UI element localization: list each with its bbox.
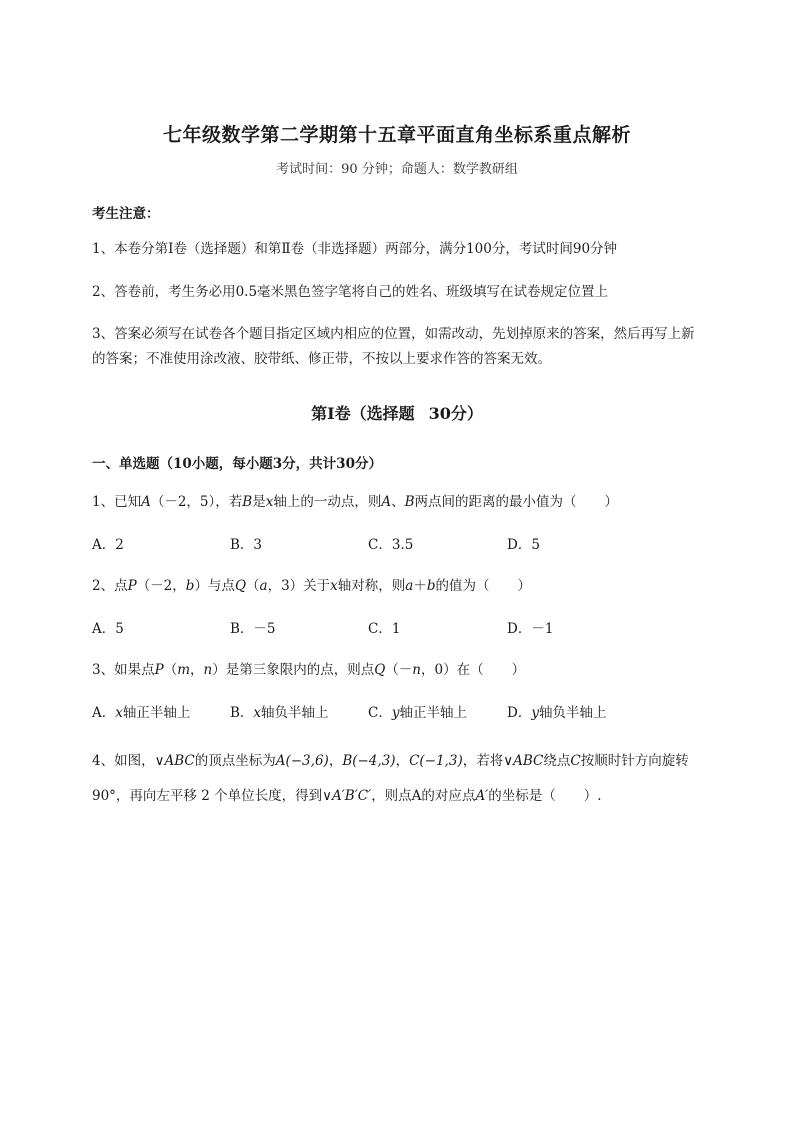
q-text: （－2，	[136, 578, 186, 594]
q-text: 是	[252, 494, 266, 510]
q-var: b	[426, 578, 436, 594]
q-text: ，则点A的对应点	[371, 788, 476, 804]
q-text: ，0）在（	[420, 662, 484, 678]
option-b[interactable]: B．－5	[230, 621, 276, 637]
q-text: 90°，再向左平移 2 个单位长度，得到	[92, 788, 323, 804]
question-3	[92, 658, 525, 683]
option-letter: A．	[92, 705, 116, 721]
question-number: 2、	[92, 578, 115, 594]
exam-info: 考试时间：90 分钟；命题人：数学教研组	[276, 162, 518, 177]
question-4-line-1	[92, 749, 689, 774]
q-text: 绕点	[543, 753, 571, 769]
option-c[interactable]: C．1	[368, 621, 401, 637]
notice-item-1: 1、本卷分第Ⅰ卷（选择题）和第Ⅱ卷（非选择题）两部分，满分100分，考试时间90分钟	[92, 241, 618, 257]
q-text: （－	[385, 662, 413, 678]
q-math: ∨ABC	[503, 753, 544, 769]
section-title	[0, 401, 794, 424]
option-a[interactable]	[92, 701, 190, 726]
option-var: y	[391, 705, 400, 721]
notice-item-3: 3、答案必须写在试卷各个题目指定区域内相应的位置，如需改动，先划掉原来的答案，然后再写上新的答案；不准使用涂改液、胶带纸、修正带，不按以上要求作答的答案无效。	[92, 326, 695, 367]
option-letter: B．	[230, 705, 254, 721]
option-text: 轴正半轴上	[399, 705, 467, 721]
q-text: ，	[328, 753, 343, 769]
option-text: 轴负半轴上	[538, 705, 607, 721]
q-math: A(−3,6)	[275, 753, 329, 769]
option-c[interactable]: C．3.5	[368, 537, 414, 553]
question-2	[92, 574, 531, 599]
q-text: ，	[395, 753, 410, 769]
q-var: B	[242, 494, 253, 510]
q-text: 轴上的一动点，则	[273, 494, 382, 510]
q-text: 两点间的距离的最小值为（	[414, 494, 577, 510]
q-var: x	[330, 578, 338, 594]
q-text: 按顺时针方向旋转	[580, 753, 689, 769]
q-text: ）	[604, 494, 618, 510]
q-var: a	[259, 578, 268, 594]
option-text: 轴负半轴上	[261, 705, 329, 721]
option-text: 轴正半轴上	[122, 705, 191, 721]
q-var: A	[381, 494, 392, 510]
question-number: 4、	[92, 753, 115, 769]
q-var: n	[203, 662, 213, 678]
option-a[interactable]: A．5	[92, 621, 124, 637]
q-var: n	[412, 662, 421, 678]
q-text: ，若将	[462, 753, 504, 769]
section-title-score: 30分）	[428, 404, 483, 423]
q-math: A′	[475, 788, 489, 804]
q-var: P	[127, 578, 137, 594]
q-text: 的坐标是（	[488, 788, 556, 804]
notice-heading: 考生注意：	[92, 206, 160, 222]
option-d[interactable]: D．－1	[507, 621, 554, 637]
q-math: C(−1,3)	[409, 753, 463, 769]
option-letter: C．	[368, 705, 392, 721]
q-text: ，	[190, 662, 204, 678]
option-b[interactable]: B．3	[230, 537, 263, 553]
q-var: Q	[234, 578, 247, 594]
q-text: 、	[391, 494, 405, 510]
q-text: 如图，	[114, 753, 155, 769]
q-text: 已知	[114, 494, 142, 510]
question-4-line-2	[92, 784, 602, 809]
q-text: （－2，5），若	[150, 494, 243, 510]
option-d[interactable]	[507, 701, 606, 726]
option-a[interactable]: A．2	[92, 537, 124, 553]
q-text: ）.	[583, 788, 602, 804]
q-text: 如果点	[114, 662, 155, 678]
page-title: 七年级数学第二学期第十五章平面直角坐标系重点解析	[162, 124, 631, 146]
q-text: ）与点	[194, 578, 235, 594]
question-1	[92, 490, 618, 515]
q-text: 轴对称，则	[337, 578, 406, 594]
q-var: x	[265, 494, 274, 510]
q-text: ）	[511, 662, 526, 678]
q-text: 的值为（	[435, 578, 490, 594]
q-text: ＋	[413, 578, 427, 594]
q-text: ，3）关于	[267, 578, 331, 594]
option-var: y	[531, 705, 539, 721]
option-letter: D．	[507, 705, 532, 721]
q-var: A	[141, 494, 151, 510]
q-math: ∨A′B′C′	[322, 788, 372, 804]
option-d[interactable]: D．5	[507, 537, 540, 553]
question-number: 3、	[92, 662, 115, 678]
q-text: ）	[517, 578, 532, 594]
option-var: x	[115, 705, 123, 721]
q-math: ∨ABC	[154, 753, 195, 769]
section-title-main: 第Ⅰ卷（选择题	[311, 404, 415, 423]
q-var: m	[177, 662, 190, 678]
q-text: 的顶点坐标为	[194, 753, 276, 769]
q-text: （	[246, 578, 260, 594]
q-text: ）是第三象限内的点，则点	[212, 662, 375, 678]
q-var: a	[405, 578, 414, 594]
notice-item-2: 2、答卷前，考生务必用0.5毫米黑色签字笔将自己的姓名、班级填写在试卷规定位置上	[92, 284, 609, 300]
option-var: x	[253, 705, 262, 721]
q-var: b	[185, 578, 195, 594]
q-var: Q	[374, 662, 386, 678]
section-subheading: 一、单选题（10小题，每小题3分，共计30分）	[92, 456, 382, 472]
question-number: 1、	[92, 494, 115, 510]
q-text: 点	[114, 578, 128, 594]
option-c[interactable]	[368, 701, 467, 726]
q-var: P	[154, 662, 164, 678]
q-math: C	[570, 753, 581, 769]
q-math: B(−4,3)	[342, 753, 396, 769]
q-var: B	[404, 494, 415, 510]
q-text: （	[163, 662, 178, 678]
option-b[interactable]	[230, 701, 329, 726]
